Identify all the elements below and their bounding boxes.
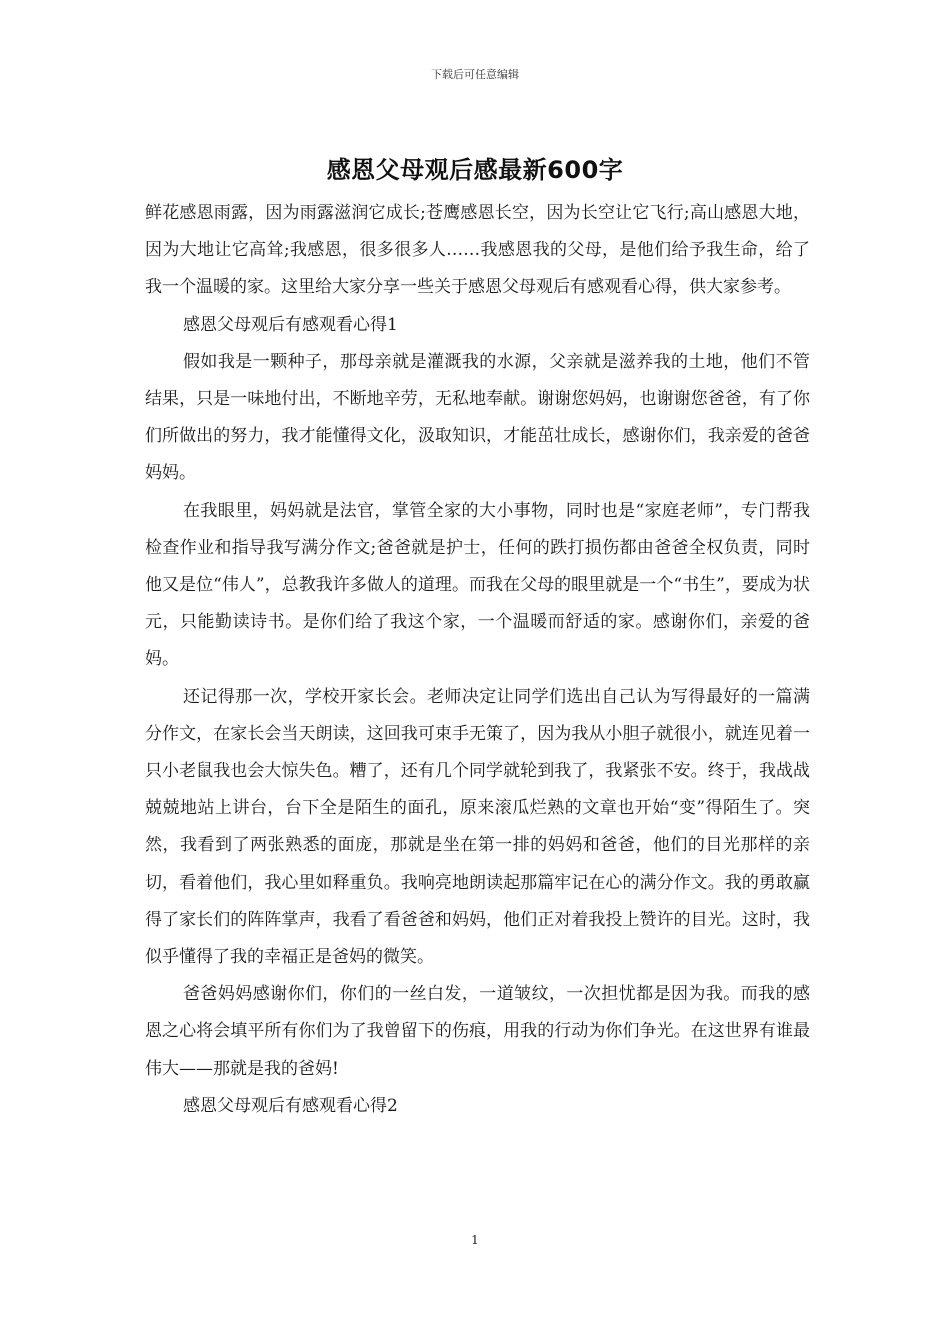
body-paragraph: 假如我是一颗种子，那母亲就是灌溉我的水源，父亲就是滋养我的土地，他们不管结果，只是一味地付出，不断地辛劳，无私地奉献。谢谢您妈妈，也谢谢您爸爸，有了你们所做出的努力，我才能懂得文化，汲取知识，才能茁壮成长，感谢你们，我亲爱的爸爸妈妈。	[145, 351, 810, 484]
section-heading-1: 感恩父母观后有感观看心得1	[183, 314, 398, 335]
intro-paragraph: 鲜花感恩雨露，因为雨露滋润它成长;苍鹰感恩长空，因为长空让它飞行;高山感恩大地，因为大地让它高耸;我感恩，很多很多人……我感恩我的父母，是他们给予我生命，给了我一个温暖的家。这里给大家分享一些关于感恩父母观后有感观看心得，供大家参考。	[145, 203, 810, 298]
page-number: 1	[471, 1233, 479, 1247]
section-heading-2: 感恩父母观后有感观看心得2	[183, 1095, 398, 1116]
body-paragraph: 在我眼里，妈妈就是法官，掌管全家的大小事物，同时也是“家庭老师”，专门帮我检查作业和指导我写满分作文;爸爸就是护士，任何的跌打损伤都由爸爸全权负责，同时他又是位“伟人”，总教我许多做人的道理。而我在父母的眼里就是一个“书生”，要成为状元，只能勤读诗书。是你们给了我这个家，一个温暖而舒适的家。感谢你们，亲爱的爸妈。	[145, 500, 810, 670]
document-body	[145, 195, 810, 1125]
header-note: 下载后可任意编辑	[431, 68, 519, 81]
body-paragraph: 还记得那一次，学校开家长会。老师决定让同学们选出自己认为写得最好的一篇满分作文，在家长会当天朗读，这回我可束手无策了，因为我从小胆子就很小，就连见着一只小老鼠我也会大惊失色。糟了，还有几个同学就轮到我了，我紧张不安。终于，我战战兢兢地站上讲台，台下全是陌生的面孔，原来滚瓜烂熟的文章也开始“变”得陌生了。突然，我看到了两张熟悉的面庞，那就是坐在第一排的妈妈和爸爸，他们的目光那样的亲切，看着他们，我心里如释重负。我响亮地朗读起那篇牢记在心的满分作文。我的勇敢赢得了家长们的阵阵掌声，我看了看爸爸和妈妈，他们正对着我投上赞许的目光。这时，我似乎懂得了我的幸福正是爸妈的微笑。	[145, 686, 810, 968]
document-title: 感恩父母观后感最新600字	[326, 156, 624, 184]
body-paragraph: 爸爸妈妈感谢你们，你们的一丝白发，一道皱纹，一次担忧都是因为我。而我的感恩之心将会填平所有你们为了我曾留下的伤痕，用我的行动为你们争光。在这世界有谁最伟大——那就是我的爸妈!	[145, 984, 810, 1079]
